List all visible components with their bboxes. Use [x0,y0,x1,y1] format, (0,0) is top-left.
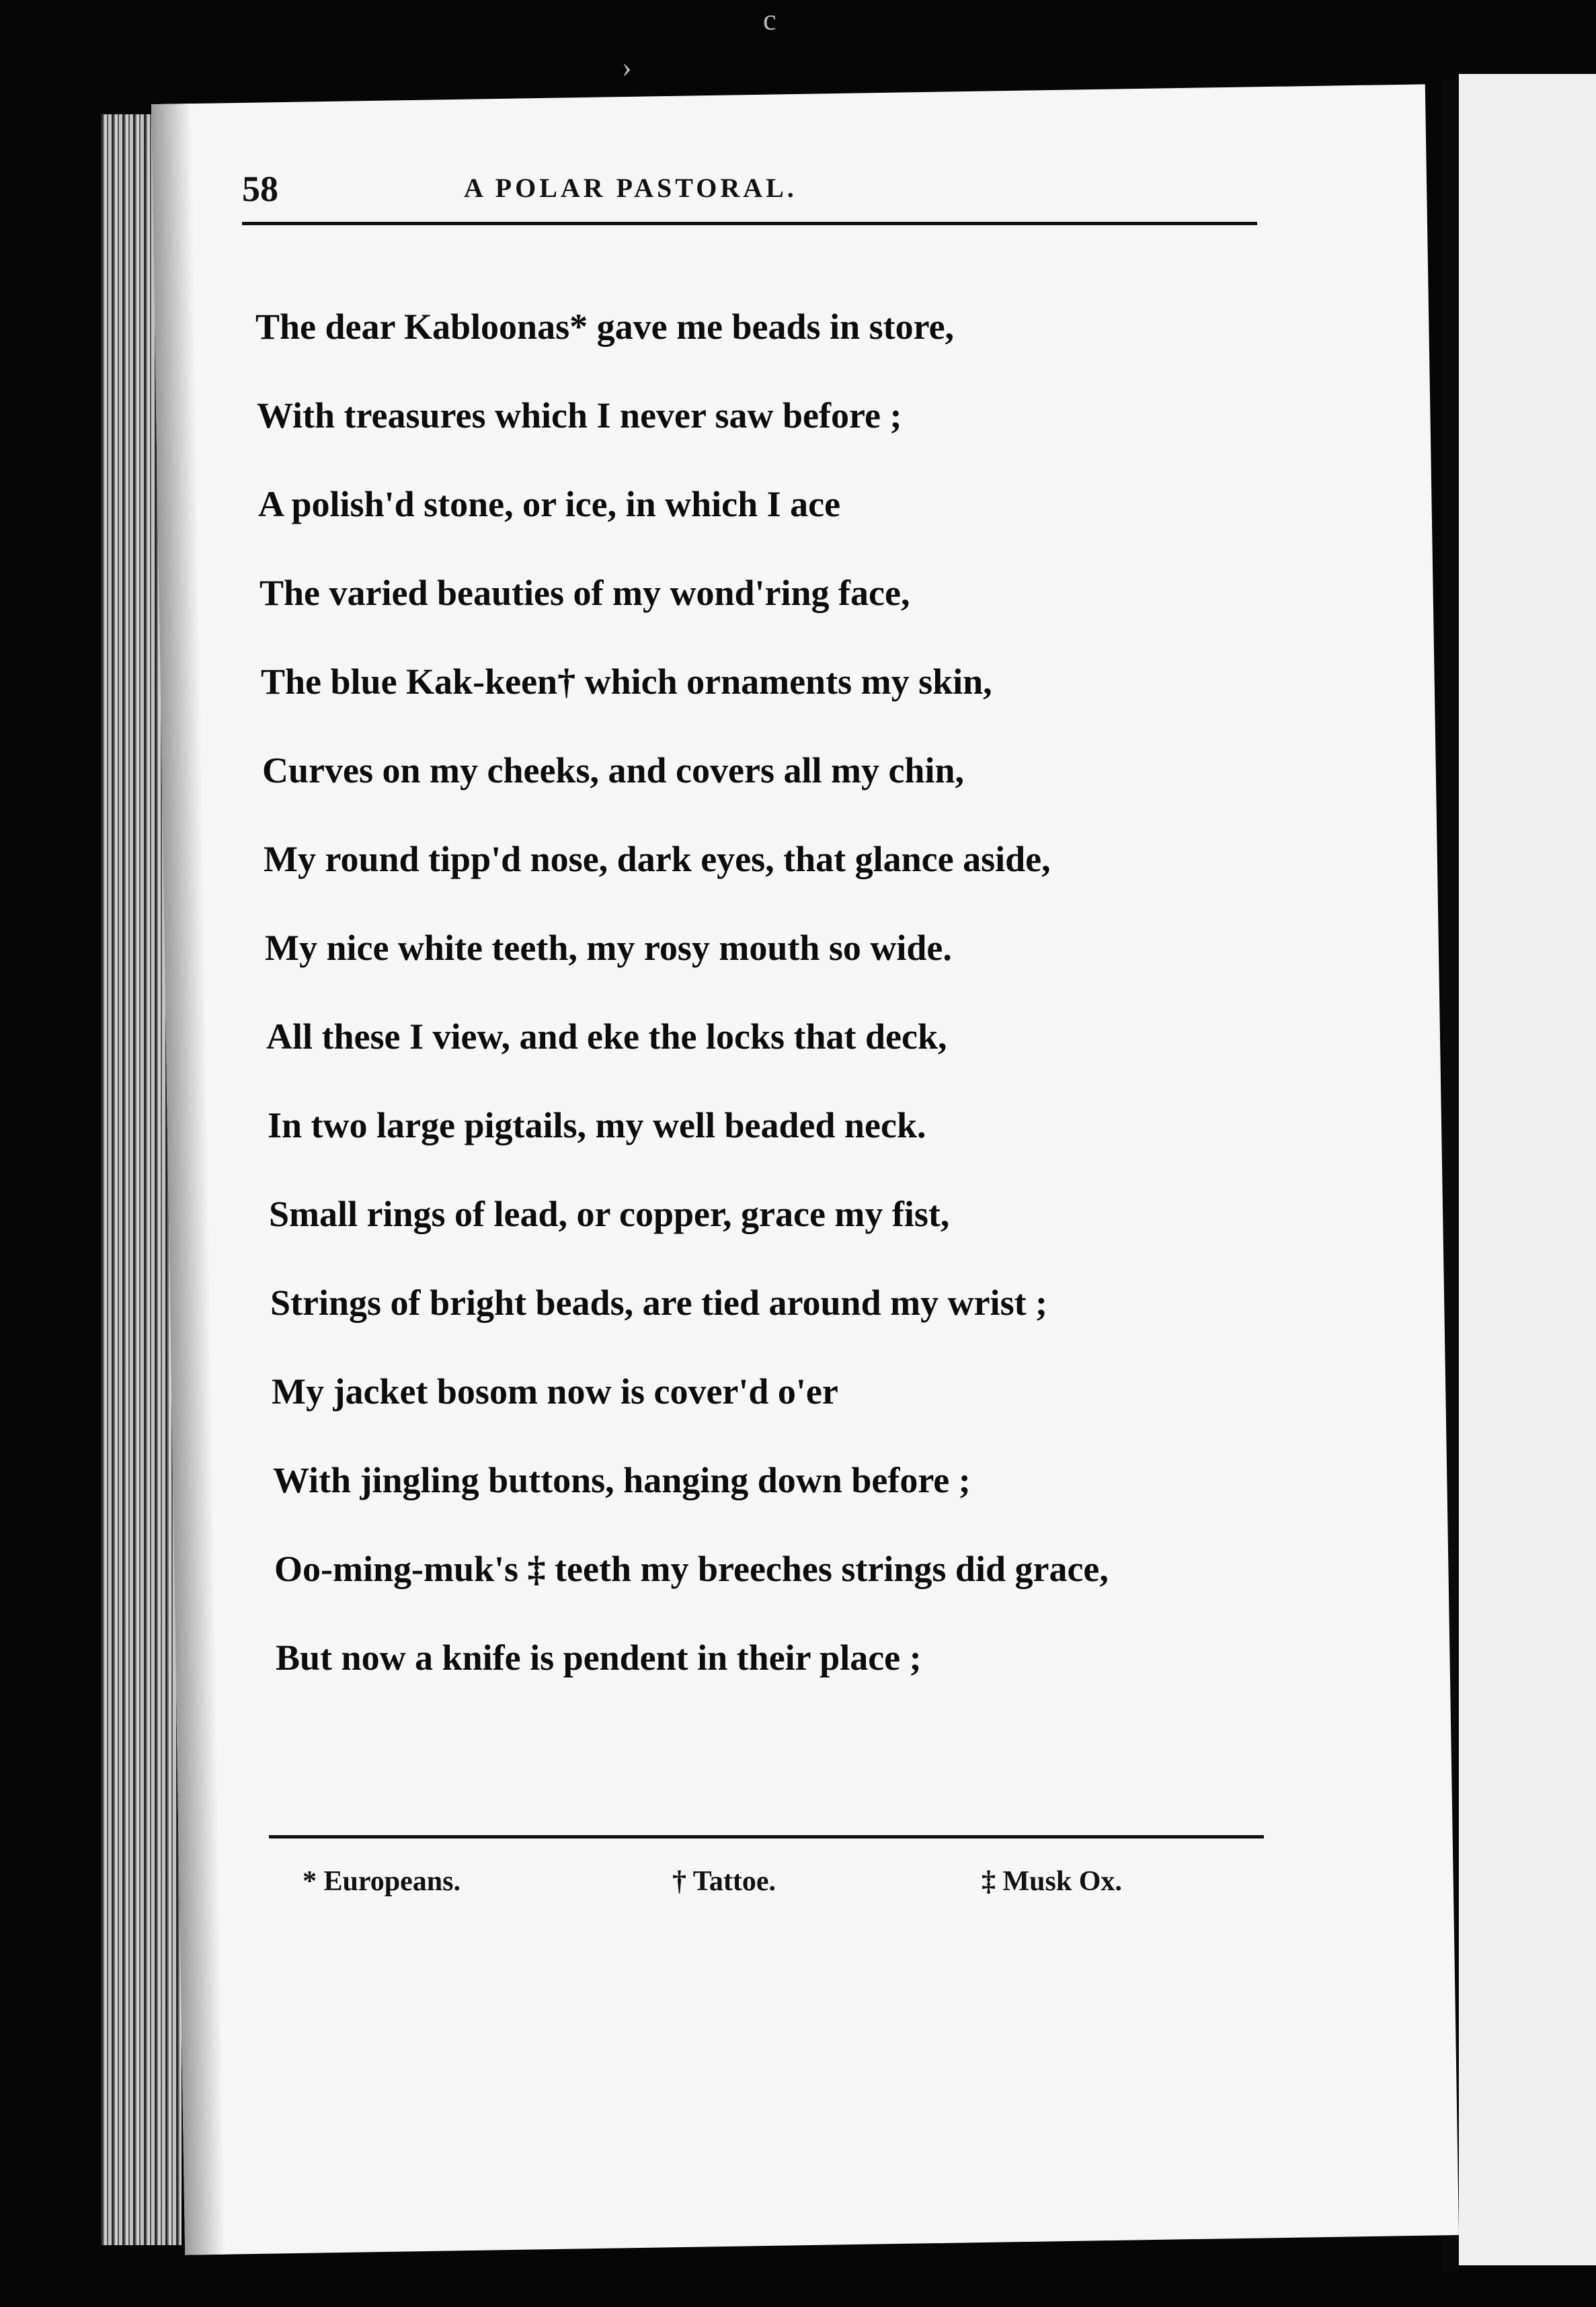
footnote-tattoe: † Tattoe. [672,1866,776,1897]
footnote-europeans: * Europeans. [303,1866,461,1897]
poem-line: Strings of bright beads, are tied around my wrist ; [270,1283,1048,1323]
running-title: A POLAR PASTORAL. [464,173,797,203]
poem-line: My jacket bosom now is cover'd o'er [272,1371,838,1412]
poem-line: My nice white teeth, my rosy mouth so wide. [265,928,952,968]
footnotes [303,1865,1257,1906]
page-number: 58 [242,169,278,209]
poem-line: Oo-ming-muk's ‡ teeth my breeches strings did grace, [274,1549,1109,1589]
poem-line: All these I view, and eke the locks that deck, [266,1016,947,1057]
facing-page-edge [1459,74,1596,2265]
poem-line: But now a knife is pendent in their place ; [276,1637,922,1678]
poem-line: A polish'd stone, or ice, in which I ace [258,484,841,524]
poem-line: My round tipp'd nose, dark eyes, that glance aside, [264,839,1051,879]
poem-line: With jingling buttons, hanging down before ; [273,1460,971,1500]
poem-line: Small rings of lead, or copper, grace my fist, [269,1194,950,1234]
footnote-rule [269,1835,1264,1838]
scan-mark: › [622,50,632,83]
poem-line: Curves on my cheeks, and covers all my chin, [262,750,964,791]
poem-body [255,306,1277,1726]
page-header [242,168,1271,215]
poem-line: The dear Kabloonas* gave me beads in store, [255,307,955,347]
poem-line: The varied beauties of my wond'ring face, [260,573,910,613]
footnote-musk-ox: ‡ Musk Ox. [982,1866,1122,1897]
poem-line: The blue Kak-keen† which ornaments my skin, [261,661,992,702]
poem-line: With treasures which I never saw before ; [257,395,902,436]
header-rule [242,222,1257,225]
scan-mark: c [763,3,776,36]
poem-line: In two large pigtails, my well beaded neck. [268,1105,926,1145]
